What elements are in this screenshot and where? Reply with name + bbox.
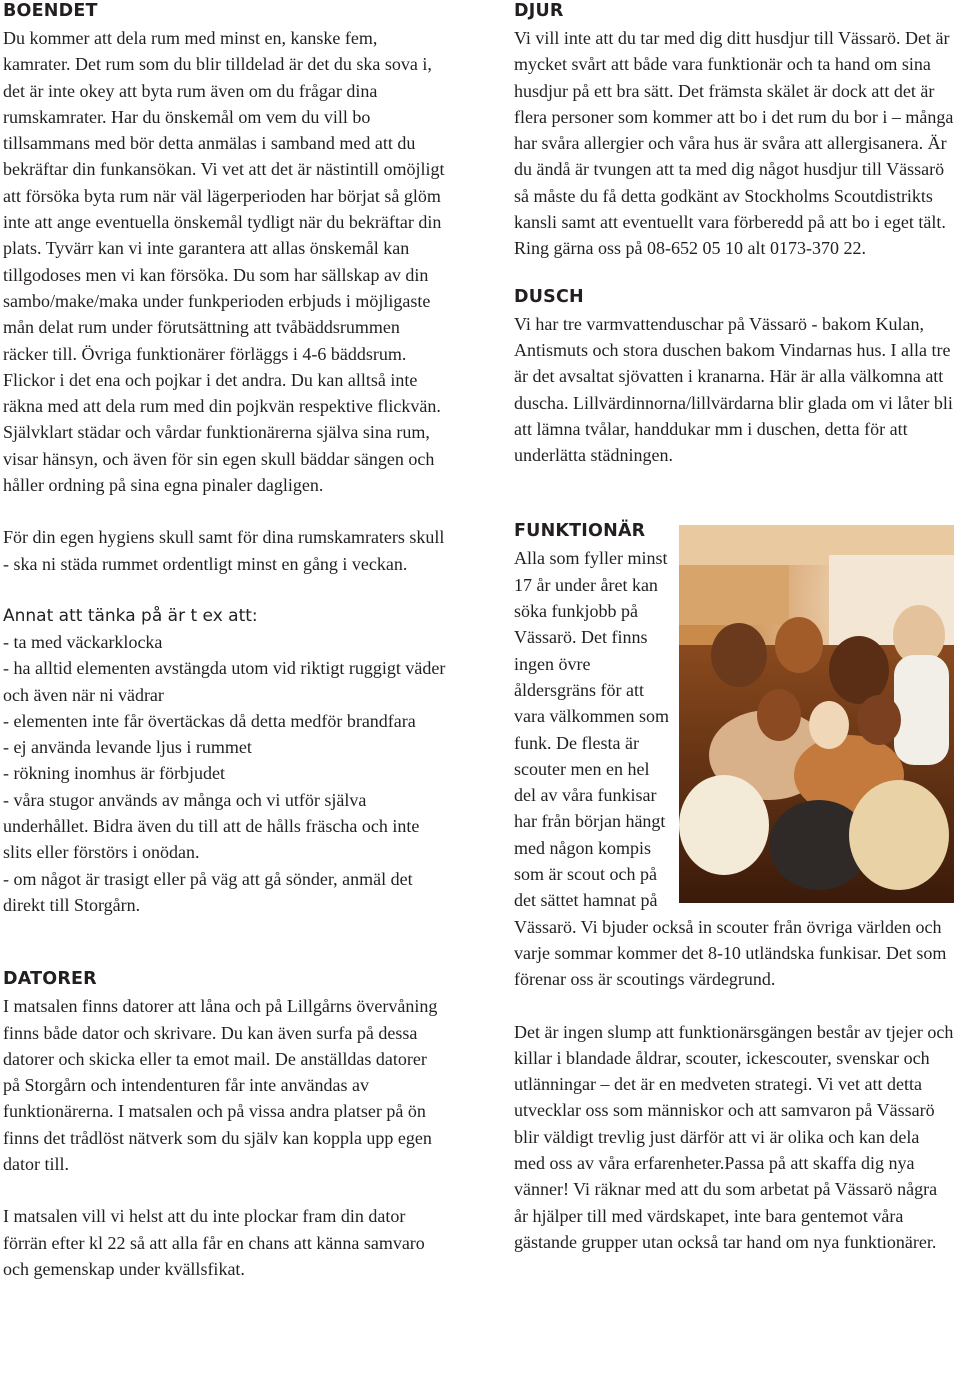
annat-list (3, 629, 448, 918)
boendet-heading: BOENDET (3, 1, 98, 21)
boendet-paragraph-2: Självklart städar och vårdar funktionärerna själva sina rum, visar hänsyn, och även för sin egen skull bäddar sängen och håller ordning på sina egna pinaler dagligen. (3, 422, 435, 496)
funktionar-heading: FUNKTIONÄR (514, 521, 646, 542)
group-hug-photo (679, 525, 954, 903)
list-item: - ta med väckarklocka (3, 631, 163, 652)
photo-illustration (679, 525, 954, 903)
list-item: - elementen inte får övertäckas då detta medför brandfara (3, 710, 416, 731)
left-column (3, 0, 448, 1282)
djur-heading: DJUR (514, 1, 564, 21)
list-item: - våra stugor används av många och vi utför själva underhållet. Bidra även du till att de hålls fräscha och inte slits eller förstörs i onödan. (3, 789, 420, 863)
datorer-paragraph-1: I matsalen finns datorer att låna och på Lillgårns övervåning finns både dator och skrivare. Du kan även surfa på dessa datorer och skicka eller ta emot mail. De anställdas datorer på Storgårn och intendenturen får inte användas av funktionärerna. I matsalen och på vissa andra platser på ön finns det trådlöst nätverk som du själv kan koppla upp egen dator till. (3, 996, 438, 1174)
boendet-paragraph-1: Du kommer att dela rum med minst en, kanske fem, kamrater. Det rum som du blir tilldelad är det du ska sova i, det är inte okey att byta rum även om du frågar dina rumskamrater. Har du önskemål om vem du vill bo tillsammans med bör detta anmälas i samband med att du bekräftar din funkansökan. Vi vet att det är nästintill omöjligt att försöka byta rum när väl lägerperioden har börjat så glöm inte att ange eventuella önskemål tydligt när du bekräftar din plats. Tyvärr kan vi inte garantera att allas önskemål kan tillgodoses men vi kan försöka. Du som har sällskap av din sambo/make/maka under funkperioden erbjuds i möjligaste mån delat rum under förutsättning att tvåbäddsrummen räcker till. Övriga funktionärer förläggs i 4-6 bäddsrum. Flickor i det ena och pojkar i det andra. Du kan alltså inte räkna med att dela rum med din pojkvän respektive flickvän. (3, 28, 445, 417)
annat-heading: Annat att tänka på är t ex att: (3, 605, 258, 626)
funktionar-text-block (514, 545, 954, 992)
funktionar-paragraph-1: Alla som fyller minst 17 år under året kan söka funkjobb på Vässarö. Det finns ingen övre åldersgräns för att vara välkommen som funk. De flesta är scouter men en hel del av våra funkisar har från början hängt med någon kompis som är scout och på det sättet hamnat på Vässarö. Vi bjuder också in scouter från övriga världen och varje sommar kommer det 8-10 utländska funkisar. Det som förenar oss är scoutings värdegrund. (514, 548, 947, 990)
list-item: - rökning inomhus är förbjudet (3, 763, 225, 784)
dusch-paragraph: Vi har tre varmvattenduschar på Vässarö - bakom Kulan, Antismuts och stora duschen bakom Vindarnas hus. I alla tre är det avsaltat sjövatten i kranarna. Här är alla välkomna att duscha. Lillvärdinnorna/lillvärdarna blir glada om vi låter bli att lämna tvålar, handdukar mm i duschen, detta för att underlätta städningen. (514, 313, 953, 466)
list-item: - om något är trasigt eller på väg att gå sönder, anmäl det direkt till Storgårn. (3, 868, 413, 915)
boendet-paragraph-3: För din egen hygiens skull samt för dina rumskamraters skull - ska ni städa rummet ordentligt minst en gång i veckan. (3, 527, 445, 574)
list-item: - ha alltid elementen avstängda utom vid riktigt ruggigt väder och även när ni vädrar (3, 658, 446, 705)
dusch-heading: DUSCH (514, 286, 584, 307)
funktionar-paragraph-2: Det är ingen slump att funktionärsgängen består av tjejer och killar i blandade åldrar, scouter, ickescouter, svenskar och utlänningar – det är en medveten strategi. Vi vet att detta utvecklar oss som människor och att samvaron på Vässarö blir väldigt trevlig just därför att vi är olika och kan dela med oss av våra erfarenheter.Passa på att skaffa dig nya vänner! Vi räknar med att du som arbetat på Vässarö några år hjälper till med värdskapet, inte bara gentemot våra gästande grupper utan också tar hand om nya funktionärer. (514, 1021, 954, 1252)
list-item: - ej använda levande ljus i rummet (3, 737, 252, 758)
right-column (514, 0, 954, 1255)
datorer-heading: DATORER (3, 969, 97, 990)
djur-paragraph: Vi vill inte att du tar med dig ditt husdjur till Vässarö. Det är mycket svårt att både vara funktionär och ta hand om sina husdjur på ett bra sätt. Det främsta skälet är dock att det är flera personer som kommer att bo i det rum du bor i – många har svåra allergier och våra hus är svåra att allergisanera. Är du ändå är tvungen att ta med dig något husdjur till Vässarö så måste du få detta godkänt av Stockholms Scoutdistrikts kansli samt att eventuellt vara förberedd på att bo i eget tält. Ring gärna oss på 08-652 05 10 alt 0173-370 22. (514, 28, 954, 259)
datorer-paragraph-2: I matsalen vill vi helst att du inte plockar fram din dator förrän efter kl 22 så att alla får en chans att känna samvaro och gemenskap under kvällsfikat. (3, 1206, 425, 1279)
